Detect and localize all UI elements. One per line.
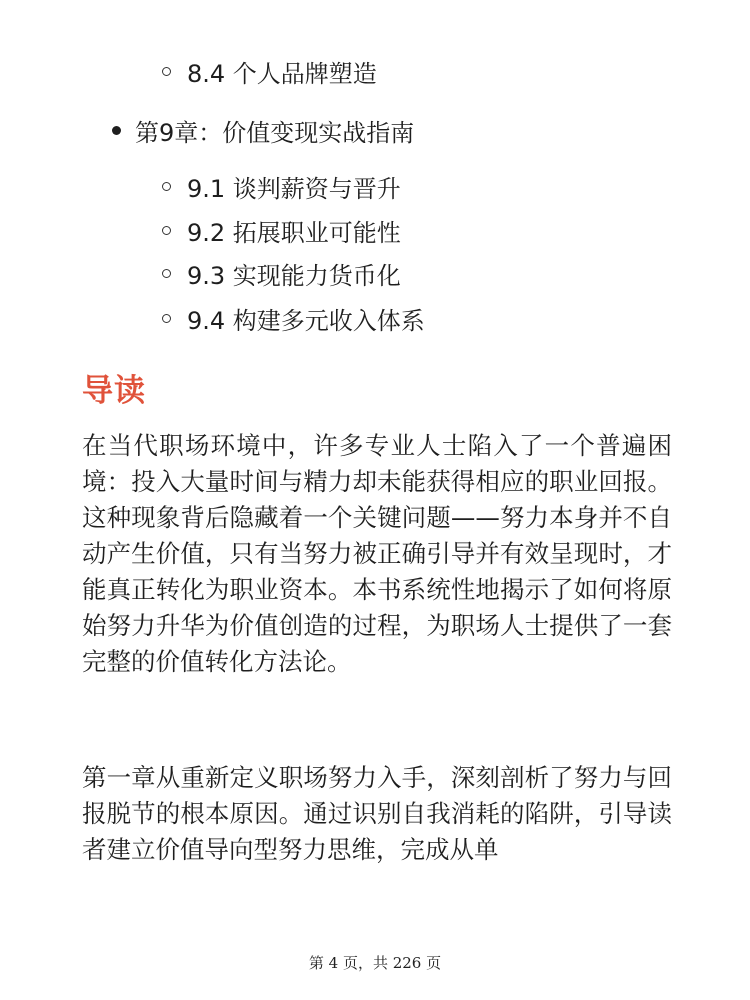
body-paragraph: 在当代职场环境中，许多专业人士陷入了一个普遍困境：投入大量时间与精力却未能获得相应的职业回报。这种现象背后隐藏着一个关键问题——努力本身并不自动产生价值，只有当努力被正确引导并有效呈现时，才能真正转化为职业资本。本书系统性地揭示了如何将原始努力升华为价值创造的过程，为职场人士提供了一套完整的价值转化方法论。 [82,431,672,676]
toc-subitem-label: 9.3 实现能力货币化 [187,261,401,290]
section-heading: 导读 [82,373,146,409]
toc-subitem-9-4 [162,298,425,338]
toc-subitem-label: 9.1 谈判薪资与晋升 [187,174,401,203]
body-paragraph: 第一章从重新定义职场努力入手，深刻剖析了努力与回报脱节的根本原因。通过识别自我消耗的陷阱，引导读者建立价值导向型努力思维，完成从单 [82,763,672,864]
toc-chapter-label: 第9章：价值变现实战指南 [135,118,415,147]
toc-subitem-9-1 [162,166,401,206]
toc-chapter-9 [112,110,414,150]
hollow-bullet-icon [162,269,171,278]
toc-subitem-9-3 [162,253,401,293]
hollow-bullet-icon [162,226,171,235]
toc-subitem-label: 8.4 个人品牌塑造 [187,59,377,88]
toc-subitem-label: 9.4 构建多元收入体系 [187,306,425,335]
hollow-bullet-icon [162,182,171,191]
filled-bullet-icon [112,126,121,135]
toc-subitem-9-2 [162,210,401,250]
hollow-bullet-icon [162,67,171,76]
toc-subitem-8-4 [162,51,377,91]
page-number-footer: 第 4 页，共 226 页 [308,954,442,972]
toc-subitem-label: 9.2 拓展职业可能性 [187,218,401,247]
hollow-bullet-icon [162,314,171,323]
